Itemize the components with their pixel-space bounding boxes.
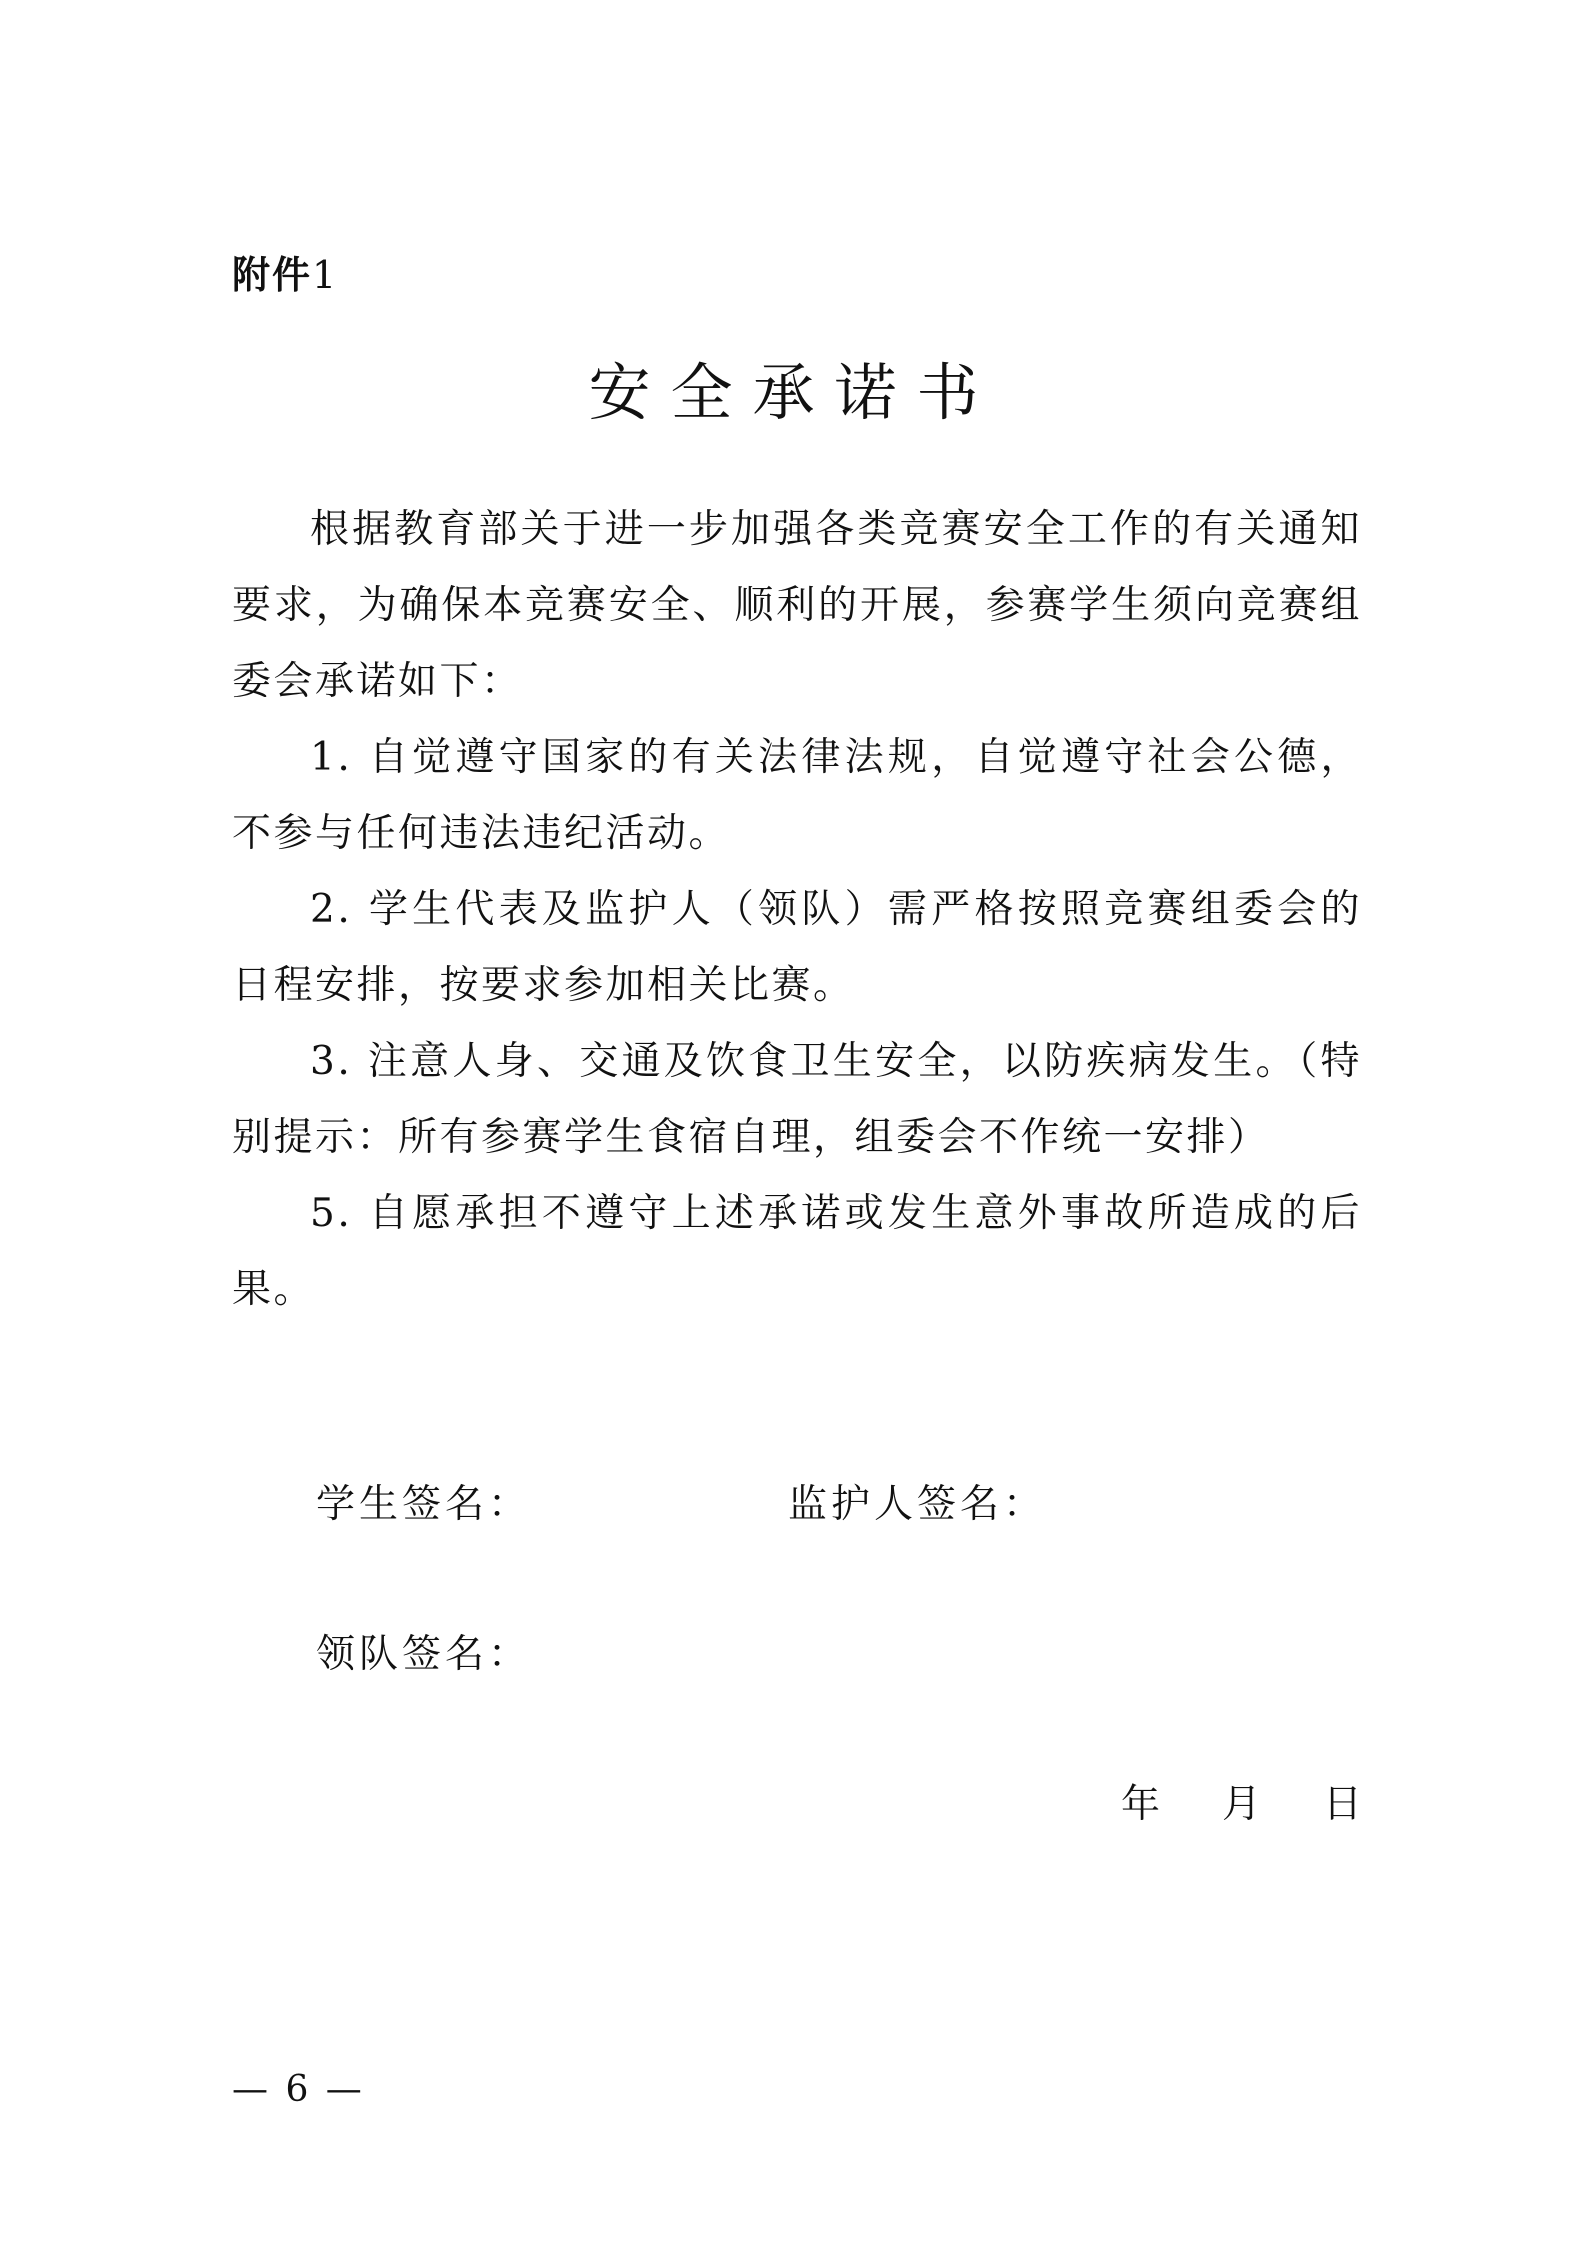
date-year: 年 bbox=[1120, 1782, 1160, 1827]
attachment-label bbox=[232, 250, 338, 300]
commitment-item-1: 1. 自觉遵守国家的有关法律法规，自觉遵守社会公德，不参与任何违法违纪活动。 bbox=[232, 735, 1362, 856]
date-line bbox=[1121, 1780, 1362, 1830]
student-signature-label: 学生签名： bbox=[316, 1482, 532, 1527]
commitment-item-3: 3. 注意人身、交通及饮食卫生安全，以防疾病发生。（特别提示：所有参赛学生食宿自理，组委会不作统一安排） bbox=[232, 1039, 1362, 1160]
intro-paragraph: 根据教育部关于进一步加强各类竞赛安全工作的有关通知要求，为确保本竞赛安全、顺利的开展，参赛学生须向竞赛组委会承诺如下： bbox=[232, 507, 1362, 704]
date-day: 日 bbox=[1322, 1782, 1362, 1827]
guardian-signature-label: 监护人签名： bbox=[788, 1482, 1047, 1527]
date-month: 月 bbox=[1221, 1782, 1261, 1827]
document-body bbox=[232, 492, 1362, 1328]
commitment-item-5: 5. 自愿承担不遵守上述承诺或发生意外事故所造成的后果。 bbox=[232, 1191, 1362, 1312]
commitment-item-2: 2. 学生代表及监护人（领队）需严格按照竞赛组委会的日程安排，按要求参加相关比赛。 bbox=[232, 887, 1362, 1008]
leader-signature-label: 领队签名： bbox=[316, 1632, 532, 1677]
attachment-number: 1 bbox=[312, 253, 339, 297]
document-title: 安全承诺书 bbox=[588, 356, 999, 429]
page-number: — 6 — bbox=[232, 2069, 365, 2110]
attachment-word: 附件 bbox=[232, 253, 313, 297]
